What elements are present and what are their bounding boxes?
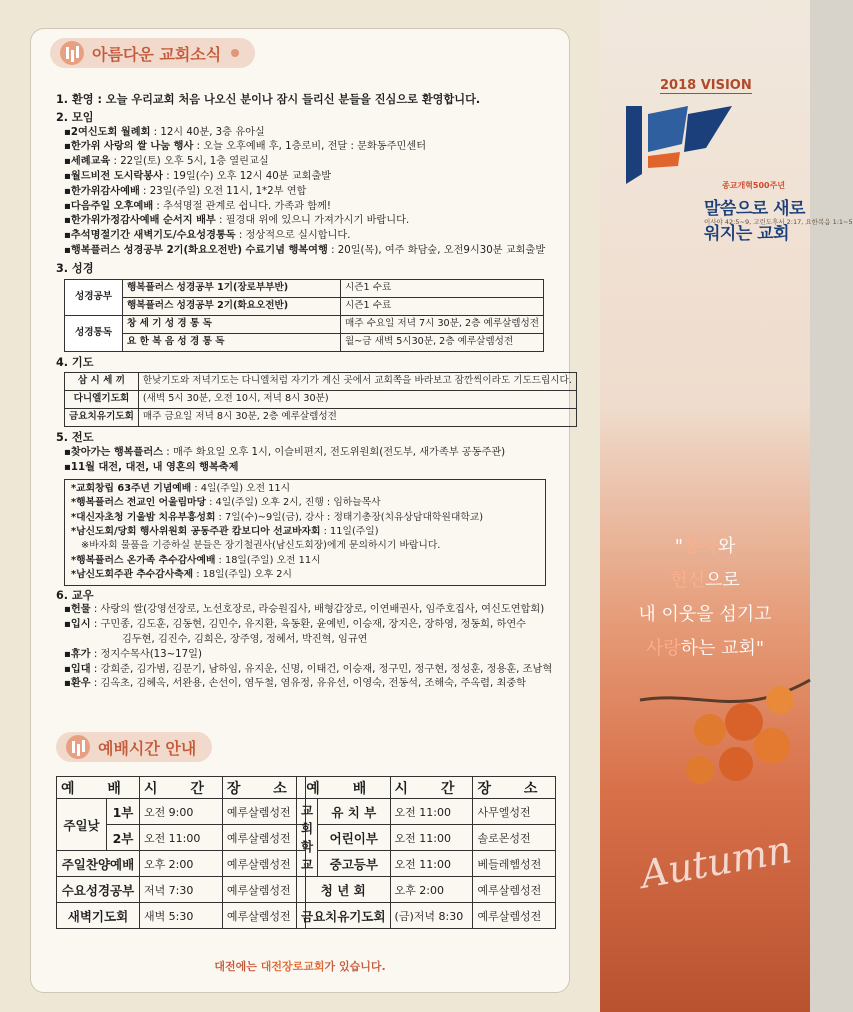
service-name: 유 치 부 bbox=[318, 799, 390, 825]
line-text: : 11일(주일) bbox=[320, 525, 379, 537]
prayer-table bbox=[64, 372, 577, 427]
table-head bbox=[297, 777, 556, 799]
section-heading bbox=[56, 93, 564, 108]
bible-program: 창 세 기 성 경 통 독 bbox=[123, 315, 341, 333]
section-heading bbox=[56, 262, 564, 277]
news-title: 아름다운 교회소식 bbox=[92, 44, 222, 64]
notice-line bbox=[56, 155, 564, 170]
worship-row bbox=[57, 877, 306, 903]
line-text: 김두현, 김진수, 김희은, 장주영, 정혜서, 박진혁, 임규연 bbox=[122, 633, 368, 645]
festival-line bbox=[71, 511, 539, 525]
bible-program: 요 한 복 음 성 경 통 독 bbox=[123, 333, 341, 351]
line-label: 2. 모임 bbox=[56, 110, 94, 124]
line-text: : 정지수목사(13~17일) bbox=[90, 648, 202, 660]
cover-slogan: 말씀으로 새로워지는 교회 bbox=[704, 199, 805, 244]
service-time: (금)저녁 8:30 bbox=[390, 903, 473, 929]
line-label: ▪2여신도회 월례회 bbox=[64, 126, 151, 138]
line-text: : 7일(수)~9일(금), 강사 : 정태기총장(치유상담대학원대학교) bbox=[215, 511, 484, 523]
member-line bbox=[56, 618, 564, 633]
line-label: ▪추석명절기간 새벽기도/수요성경통독 bbox=[64, 230, 236, 242]
bible-key: 성경공부 bbox=[65, 279, 123, 315]
notice-line bbox=[56, 446, 564, 461]
festival-box bbox=[64, 479, 546, 586]
line-text: : 22일(토) 오후 5시, 1층 열린교실 bbox=[110, 156, 269, 168]
news-section-tab bbox=[50, 38, 255, 68]
line-text: : 18일(주일) 오전 11시 bbox=[215, 554, 321, 566]
festival-line bbox=[71, 496, 539, 510]
prayer-row bbox=[65, 391, 577, 409]
service-time: 오전 11:00 bbox=[390, 825, 473, 851]
church-icon bbox=[66, 735, 90, 759]
line-label: *행복플러스 전교인 어울림마당 bbox=[71, 497, 206, 509]
member-line bbox=[56, 663, 564, 678]
bible-row bbox=[65, 315, 544, 333]
head-cell: 시 간 bbox=[139, 777, 222, 799]
bible-program: 행복플러스 성경공부 1기(장로부부반) bbox=[123, 279, 341, 297]
bible-row bbox=[65, 297, 544, 315]
line-label: *대신자초청 기울밤 치유부흥성회 bbox=[71, 511, 216, 523]
bible-row bbox=[65, 279, 544, 297]
service-part: 2부 bbox=[107, 825, 140, 851]
church-icon bbox=[60, 41, 84, 65]
member-line bbox=[56, 633, 564, 648]
section-heading: 6. 교우 bbox=[56, 588, 94, 602]
head-cell: 장 소 bbox=[473, 777, 556, 799]
service-place: 예루살렘성전 bbox=[222, 877, 305, 903]
line-label: ▪입시 bbox=[64, 619, 91, 631]
service-time: 오전 11:00 bbox=[390, 799, 473, 825]
vision-label: 2018 VISION bbox=[660, 78, 752, 93]
line-text: : 4일(주일) 오후 2시, 진행 : 임하늘목사 bbox=[205, 497, 381, 509]
festival-line bbox=[71, 539, 539, 553]
worship-section-tab bbox=[56, 732, 212, 762]
notice-line bbox=[56, 229, 564, 244]
worship-row bbox=[297, 799, 556, 825]
line-text: : 필경대 위에 있으니 가져가시기 바랍니다. bbox=[215, 215, 410, 227]
line-label: 1. 환영 bbox=[56, 93, 94, 106]
notice-line bbox=[56, 200, 564, 215]
service-name: 주일낮 bbox=[57, 799, 107, 851]
member-line bbox=[56, 648, 564, 663]
line-label: 3. 성경 bbox=[56, 261, 94, 275]
festival-line bbox=[71, 482, 539, 496]
service-place: 예루살렘성전 bbox=[473, 877, 556, 903]
footer-post: 가 있습니다. bbox=[324, 960, 386, 973]
footer-church-name: 대전장로교회 bbox=[260, 960, 325, 973]
worship-table-left bbox=[56, 776, 306, 929]
prayer-key: 금요치유기도회 bbox=[65, 409, 139, 427]
service-place: 예루살렘성전 bbox=[222, 851, 305, 877]
news-content bbox=[56, 90, 572, 692]
service-part: 1부 bbox=[107, 799, 140, 825]
service-name: 주일찬양예배 bbox=[57, 851, 140, 877]
autumn-script: Autumn bbox=[637, 827, 795, 897]
service-place: 예루살렘성전 bbox=[222, 799, 305, 825]
line-text: : 김옥초, 김혜옥, 서완용, 손선이, 염두철, 염유정, 유유선, 이영숙, 전동석, 조해숙, 주옥렴, 최중학 bbox=[90, 678, 527, 690]
line-label: *남신도회주관 추수감사축제 bbox=[71, 569, 194, 581]
prayer-key: 다니엘기도회 bbox=[65, 391, 139, 409]
bible-table bbox=[64, 279, 544, 352]
prayer-info: (새벽 5시 30분, 오전 10시, 저녁 8시 30분) bbox=[138, 391, 576, 409]
line-text: : 사랑의 쌀(강영선장로, 노선호장로, 라승원집사, 배형갑장로, 이연배권사, 임주호집사, 여신도연합회) bbox=[90, 604, 545, 616]
service-place: 베들레헴성전 bbox=[473, 851, 556, 877]
line-label: ▪입대 bbox=[64, 663, 91, 675]
prayer-row bbox=[65, 409, 577, 427]
persimmon-branch-image bbox=[640, 660, 810, 820]
service-name: 청 년 회 bbox=[297, 877, 391, 903]
service-place: 예루살렘성전 bbox=[222, 903, 305, 929]
bible-row bbox=[65, 333, 544, 351]
worship-table-right bbox=[296, 776, 556, 929]
line-text: : 오늘 우리교회 처음 나오신 분이나 잠시 들리신 분들을 진심으로 환영합니다. bbox=[93, 93, 481, 106]
line-label: ▪헌물 bbox=[64, 604, 91, 616]
line-label: ▪한가위감사예배 bbox=[64, 185, 140, 197]
cover-motto: "봉사와 헌신으로 내 이웃을 섬기고 사랑하는 교회" bbox=[638, 536, 772, 659]
line-text: : 매주 화요일 오후 1시, 이슬비편지, 전도위원회(전도부, 새가족부 공동주관) bbox=[163, 447, 506, 459]
notice-line bbox=[56, 126, 564, 141]
service-place: 솔로몬성전 bbox=[473, 825, 556, 851]
service-place: 사무엘성전 bbox=[473, 799, 556, 825]
footer-note bbox=[30, 958, 570, 974]
service-time: 오후 2:00 bbox=[390, 877, 473, 903]
worship-row bbox=[297, 851, 556, 877]
bible-info: 시즌1 수료 bbox=[341, 279, 544, 297]
prayer-key: 삼 시 세 끼 bbox=[65, 373, 139, 391]
notice-line bbox=[56, 170, 564, 185]
head-cell: 장 소 bbox=[222, 777, 305, 799]
prayer-row bbox=[65, 373, 577, 391]
cover-verse: 이사야 42:5~9, 고린도후서 2:17, 요한복음 1:1~5 bbox=[704, 218, 853, 226]
service-name: 어린이부 bbox=[318, 825, 390, 851]
line-text: : 강희준, 김가범, 김문기, 남하임, 유지운, 신명, 이태건, 이승재, 정구민, 정구현, 정성훈, 정용훈, 조남혁 bbox=[90, 663, 553, 675]
festival-line bbox=[71, 525, 539, 539]
line-text: : 추석명절 관계로 쉽니다. 가족과 함께! bbox=[153, 200, 331, 212]
service-place: 예루살렘성전 bbox=[222, 825, 305, 851]
line-label: ▪휴가 bbox=[64, 648, 91, 660]
service-time: 오전 9:00 bbox=[139, 799, 222, 825]
line-label: ▪행복플러스 성경공부 2기(화요오전반) 수료기념 행복여행 bbox=[64, 244, 328, 256]
bible-info: 매주 수요일 저녁 7시 30분, 2층 예루살렘성전 bbox=[341, 315, 544, 333]
service-name: 수요성경공부 bbox=[57, 877, 140, 903]
worship-title: 예배시간 안내 bbox=[98, 738, 197, 758]
section-heading: 4. 기도 bbox=[56, 355, 94, 369]
line-text: : 4일(주일) 오전 11시 bbox=[191, 482, 291, 494]
line-label: ▪한가위 사랑의 쌀 나눔 행사 bbox=[64, 141, 194, 153]
festival-line bbox=[71, 568, 539, 582]
section-heading: 5. 전도 bbox=[56, 431, 94, 445]
notice-line bbox=[56, 140, 564, 155]
service-time: 새벽 5:30 bbox=[139, 903, 222, 929]
service-name: 중고등부 bbox=[318, 851, 390, 877]
service-time: 오전 11:00 bbox=[139, 825, 222, 851]
table-head bbox=[57, 777, 306, 799]
notice-line bbox=[56, 185, 564, 200]
service-time: 저녁 7:30 bbox=[139, 877, 222, 903]
cover-panel bbox=[600, 0, 853, 1012]
cover-sub: 종교개혁500주년 bbox=[722, 181, 786, 190]
worship-row bbox=[57, 903, 306, 929]
service-time: 오전 11:00 bbox=[390, 851, 473, 877]
service-time: 오후 2:00 bbox=[139, 851, 222, 877]
notice-line bbox=[56, 214, 564, 229]
worship-row bbox=[297, 877, 556, 903]
line-text: : 오늘 오후예배 후, 1층로비, 전달 : 문화동주민센터 bbox=[193, 141, 427, 153]
festival-line bbox=[71, 554, 539, 568]
bible-info: 월~금 새벽 5시30분, 2층 예루살렘성전 bbox=[341, 333, 544, 351]
line-text: : 20일(목), 여주 화담숲, 오전9시30분 교회출발 bbox=[327, 244, 546, 256]
worship-row bbox=[297, 825, 556, 851]
line-label: ▪세례교육 bbox=[64, 156, 111, 168]
line-label: ▪다음주일 오후예배 bbox=[64, 200, 154, 212]
line-label: *교회창립 63주년 기념예배 bbox=[71, 482, 192, 494]
worship-row bbox=[297, 903, 556, 929]
notice-line bbox=[56, 244, 564, 259]
line-text: : 23일(주일) 오전 11시, 1*2부 연합 bbox=[139, 185, 307, 197]
worship-row bbox=[57, 851, 306, 877]
line-text: : 구민종, 김도훈, 김동현, 김민수, 유지환, 육동환, 윤예빈, 이승재, 장지은, 장하영, 정동희, 하연수 bbox=[90, 619, 527, 631]
line-label: *행복플러스 온가족 추수감사예배 bbox=[71, 554, 216, 566]
line-label: ▪한가위가정감사예배 순서지 배부 bbox=[64, 215, 216, 227]
line-text: ※바자회 물품을 기증하실 분들은 장기철권사(남신도회장)에게 문의하시기 바랍니다. bbox=[81, 540, 441, 552]
head-cell: 예 배 bbox=[297, 777, 391, 799]
section-heading bbox=[56, 111, 564, 126]
member-line bbox=[56, 603, 564, 618]
head-cell: 시 간 bbox=[390, 777, 473, 799]
line-label: ▪월드비전 도시락봉사 bbox=[64, 170, 164, 182]
bible-program: 행복플러스 성경공부 2기(화요오전반) bbox=[123, 297, 341, 315]
service-place: 예루살렘성전 bbox=[473, 903, 556, 929]
line-text: : 12시 40분, 3층 유아실 bbox=[150, 126, 265, 138]
prayer-info: 한낮기도와 저녁기도는 다니엘처럼 자기가 계신 곳에서 교회쪽을 바라보고 잠깐씩이라도 기도드립시다. bbox=[138, 373, 576, 391]
line-text: : 정상적으로 실시합니다. bbox=[235, 230, 351, 242]
church-school-label: 교회학교 bbox=[297, 799, 318, 877]
festival-title: ▪11월 대전, 대전, 내 영혼의 행복축제 bbox=[64, 461, 239, 473]
bible-key: 성경통독 bbox=[65, 315, 123, 351]
head-cell: 예 배 bbox=[57, 777, 140, 799]
service-name: 금요치유기도회 bbox=[297, 903, 391, 929]
member-line bbox=[56, 677, 564, 692]
bible-info: 시즌1 수료 bbox=[341, 297, 544, 315]
line-label: *남신도회/당회 행사위원회 공동주관 캄보디아 선교바자회 bbox=[71, 525, 321, 537]
prayer-info: 매주 금요일 저녁 8시 30분, 2층 예루살렘성전 bbox=[138, 409, 576, 427]
dot-icon bbox=[231, 49, 239, 57]
worship-row bbox=[57, 799, 306, 825]
service-name: 새벽기도회 bbox=[57, 903, 140, 929]
line-label: ▪찾아가는 행복플러스 bbox=[64, 447, 164, 459]
footer-pre: 대전에는 bbox=[214, 960, 261, 973]
line-label: ▪환우 bbox=[64, 678, 91, 690]
line-text: : 19일(수) 오후 12시 40분 교회출발 bbox=[163, 170, 332, 182]
line-text: : 18일(주일) 오후 2시 bbox=[193, 569, 292, 581]
